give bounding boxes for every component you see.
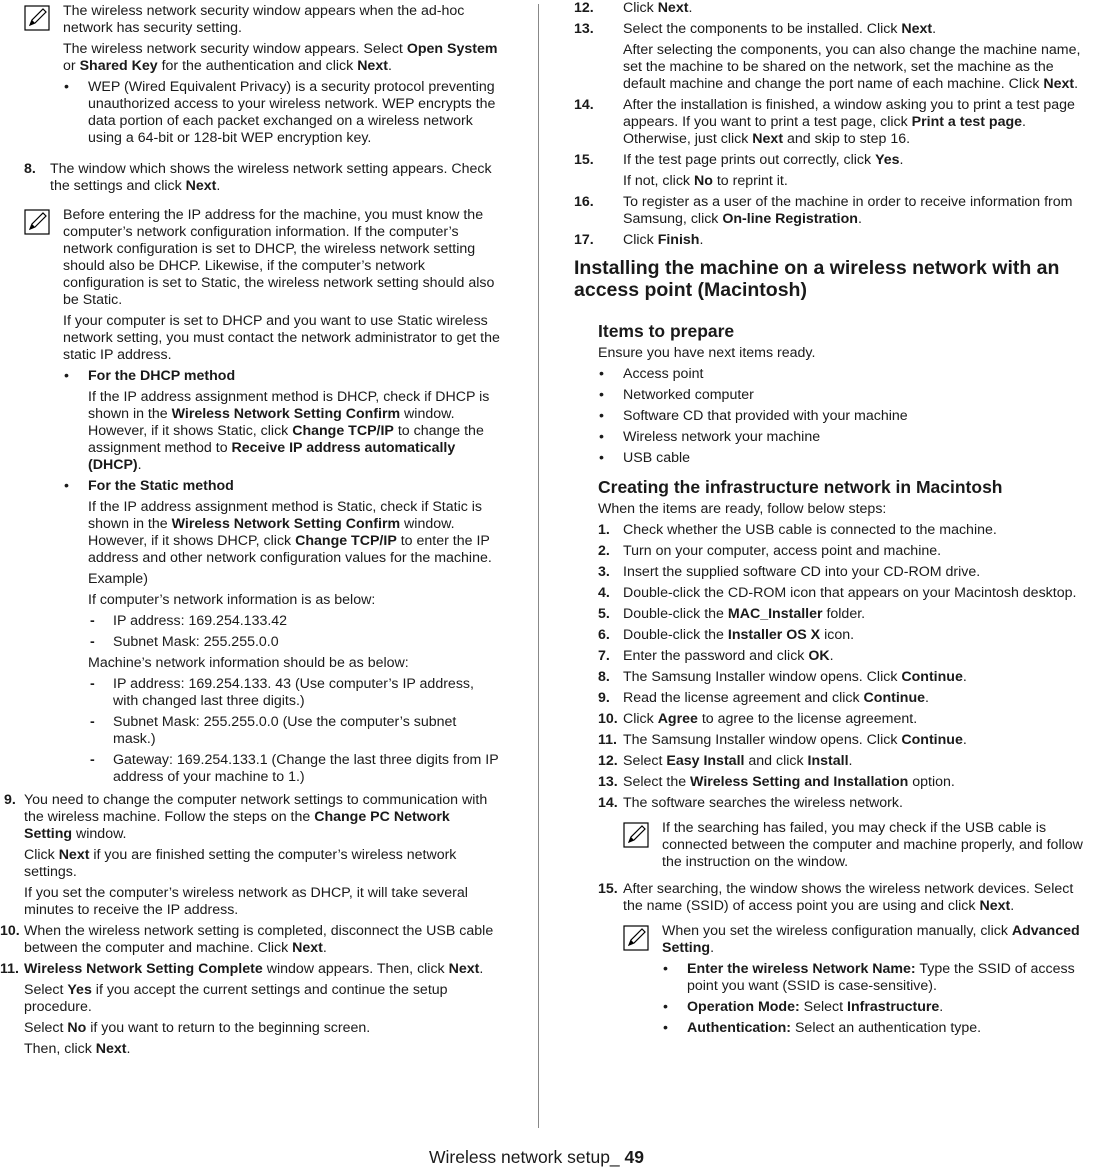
note-pencil-icon [623, 925, 649, 951]
step-number: 2. [598, 543, 610, 559]
mac-step-14: 14. The software searches the wireless network. [598, 795, 903, 811]
step-number: 15. [598, 881, 618, 897]
section-heading: Installing the machine on a wireless network with an access point (Macintosh) [574, 257, 1060, 301]
note-pencil-icon [24, 5, 50, 31]
step-11: 11. Wireless Network Setting Complete window appears. Then, click Next. Select Yes if you accept the current settings and continue the setup procedure. Select No if you want to return to the beginning screen. Then, click Next. [0, 961, 484, 1057]
mac-step-3: 3. Insert the supplied software CD into your CD-ROM drive. [598, 564, 981, 580]
note-ip-address [0, 207, 500, 786]
page-number: 49 [624, 1147, 644, 1167]
step-number: 14. [574, 97, 594, 113]
mac-step-9: 9. Read the license agreement and click Continue. [598, 690, 929, 706]
step-number: 11. [0, 961, 19, 977]
mac-step-11: 11. The Samsung Installer window opens. Click Continue. [598, 732, 967, 748]
mac-step-7: 7. Enter the password and click OK. [598, 648, 834, 664]
step-number: 11. [598, 732, 617, 748]
mac-step-4: 4. Double-click the CD-ROM icon that appears on your Macintosh desktop. [598, 585, 1077, 601]
step-number: 9. [598, 690, 610, 706]
mac-step-5: 5. Double-click the MAC_Installer folder. [598, 606, 866, 622]
note-text: If the searching has failed, you may check if the USB cable is connected between the computer and machine properly, and follow the instruction on the window. [662, 820, 1083, 870]
step-9: 9. You need to change the computer network settings to communication with the wireless machine. Follow the steps on the Change PC Network Setting window. Click Next if you are finished setting the computer’s wireless network settings. If you set the computer’s wireless network as DHCP, it will take several minutes to receive the IP address. [4, 792, 488, 918]
step-number: 4. [598, 585, 610, 601]
list-item: • USB cable [598, 450, 1095, 467]
bullet-list [63, 79, 500, 147]
subsection-heading: Items to prepare [598, 321, 735, 341]
list-item: • Software CD that provided with your machine [598, 408, 1095, 425]
list-item: • Operation Mode: Select Infrastructure. [662, 999, 1095, 1016]
list-item: - Subnet Mask: 255.255.0.0 (Use the computer’s subnet mask.) [88, 714, 500, 748]
list-item: • For the DHCP method If the IP address assignment method is DHCP, check if DHCP is shown in the Wireless Network Setting Confirm window. However, if it shows Static, click Change TCP/IP to change the assignment method to Receive IP address automatically (DHCP). [63, 368, 500, 474]
note-pencil-icon [24, 209, 50, 235]
step-text: The window which shows the wireless network setting appears. Check the settings and click Next. [50, 161, 492, 194]
right-column [574, 0, 1095, 1043]
mac-step-8: 8. The Samsung Installer window opens. Click Continue. [598, 669, 967, 685]
note-text: When you set the wireless configuration manually, click Advanced Setting. [662, 923, 1080, 956]
mac-step-1: 1. Check whether the USB cable is connected to the machine. [598, 522, 997, 538]
list-item: - Gateway: 169.254.133.1 (Change the last three digits from IP address of your machine to 1.) [88, 752, 500, 786]
step-number: 8. [598, 669, 610, 685]
step-number: 17. [574, 232, 594, 248]
note-text: Before entering the IP address for the machine, you must know the computer’s network configuration information. If the computer’s network configuration is set to DHCP, the wireless network setting should also be DHCP. Likewise, if the computer’s network configuration is set to Static, the wireless network setting should also be Static. [63, 207, 495, 308]
step-number: 5. [598, 606, 610, 622]
step-10: 10. When the wireless network setting is completed, disconnect the USB cable between the computer and machine. Click Next. [0, 923, 494, 956]
mac-step-13: 13. Select the Wireless Setting and Installation option. [598, 774, 955, 790]
bullet-list [662, 961, 1095, 1037]
step-15: 15. If the test page prints out correctly, click Yes. If not, click No to reprint it. [574, 152, 904, 189]
step-17: 17. Click Finish. [574, 232, 704, 248]
step-number: 7. [598, 648, 610, 664]
note-advanced-setting [574, 923, 1095, 1037]
note-pencil-icon [623, 822, 649, 848]
items-list [598, 366, 1095, 467]
step-16: 16. To register as a user of the machine in order to receive information from Samsung, click On-line Registration. [574, 194, 1073, 227]
step-number: 13. [598, 774, 618, 790]
list-item: • Authentication: Select an authentication type. [662, 1020, 1095, 1037]
step-number: 12. [574, 0, 594, 16]
intro-text: Ensure you have next items ready. [598, 345, 816, 361]
page-footer [0, 1147, 644, 1167]
step-number: 15. [574, 152, 594, 168]
list-item: • Enter the wireless Network Name: Type the SSID of access point you want (SSID is case-sensitive). [662, 961, 1095, 995]
step-number: 9. [4, 792, 16, 808]
step-number: 8. [24, 161, 36, 177]
step-number: 10. [0, 923, 20, 939]
column-divider [538, 4, 539, 1128]
list-item: • WEP (Wired Equivalent Privacy) is a security protocol preventing unauthorized access to your wireless network. WEP encrypts the data portion of each packet exchanged on a wireless network using a 64-bit or 128-bit WEP encryption key. [63, 79, 500, 147]
footer-title: Wireless network setup_ [429, 1147, 625, 1167]
note-search-failed [574, 820, 1095, 871]
bullet-list [63, 368, 500, 786]
step-12: 12. Click Next. [574, 0, 693, 16]
step-number: 13. [574, 21, 594, 37]
note-security [0, 3, 500, 147]
step-number: 12. [598, 753, 618, 769]
mac-step-2: 2. Turn on your computer, access point and machine. [598, 543, 942, 559]
step-number: 3. [598, 564, 610, 580]
note-text: If your computer is set to DHCP and you want to use Static wireless network setting, you must contact the network administrator to get the static IP address. [63, 313, 500, 363]
note-text: The wireless network security window appears. Select Open System or Shared Key for the authentication and click Next. [63, 41, 498, 74]
list-item: • For the Static method If the IP address assignment method is Static, check if Static is shown in the Wireless Network Setting Confirm window. However, if it shows DHCP, click Change TCP/IP to enter the IP address and other network configuration values for the machine. Example) If computer’s network information is as below: - IP address: 169.254.133.42 - Subnet Mask: 255.255.0.0 Machine’s network information should be as below: - IP address: 169.254.133. 43 (Use computer’s IP address, with changed last three digits.) - Subnet Mask: 255.255.0.0 (Use the computer’s subnet mask.) - Gateway: 169.254.133.1 (Change the last three digits from IP address of your machine to 1.) [63, 478, 500, 786]
list-item: - Subnet Mask: 255.255.0.0 [88, 634, 500, 651]
list-item: - IP address: 169.254.133. 43 (Use computer’s IP address, with changed last three digits.) [88, 676, 500, 710]
subsection-heading: Creating the infrastructure network in Macintosh [598, 477, 1003, 497]
step-number: 1. [598, 522, 610, 538]
list-item: • Networked computer [598, 387, 1095, 404]
list-item: - IP address: 169.254.133.42 [88, 613, 500, 630]
mac-step-10: 10. Click Agree to agree to the license agreement. [598, 711, 918, 727]
note-text: The wireless network security window appears when the ad-hoc network has security setting. [63, 3, 465, 36]
list-item: • Access point [598, 366, 1095, 383]
dash-list [88, 676, 500, 786]
intro-text: When the items are ready, follow below steps: [598, 501, 887, 517]
step-number: 6. [598, 627, 610, 643]
step-number: 16. [574, 194, 594, 210]
step-8 [0, 161, 500, 195]
mac-step-15: 15. After searching, the window shows the wireless network devices. Select the name (SSID) of access point you are using and click Next. [598, 881, 1074, 914]
step-number: 10. [598, 711, 618, 727]
step-13: 13. Select the components to be installed. Click Next. After selecting the components, you can also change the machine name, set the machine to be shared on the network, set the machine as the default machine and change the port name of each machine. Click Next. [574, 21, 1081, 92]
mac-step-12: 12. Select Easy Install and click Install. [598, 753, 853, 769]
mac-step-6: 6. Double-click the Installer OS X icon. [598, 627, 855, 643]
list-item: • Wireless network your machine [598, 429, 1095, 446]
step-number: 14. [598, 795, 618, 811]
dash-list [88, 613, 500, 651]
left-column [0, 0, 500, 1062]
step-14: 14. After the installation is finished, a window asking you to print a test page appears. If you want to print a test page, click Print a test page. Otherwise, just click Next and skip to step 16. [574, 97, 1075, 147]
